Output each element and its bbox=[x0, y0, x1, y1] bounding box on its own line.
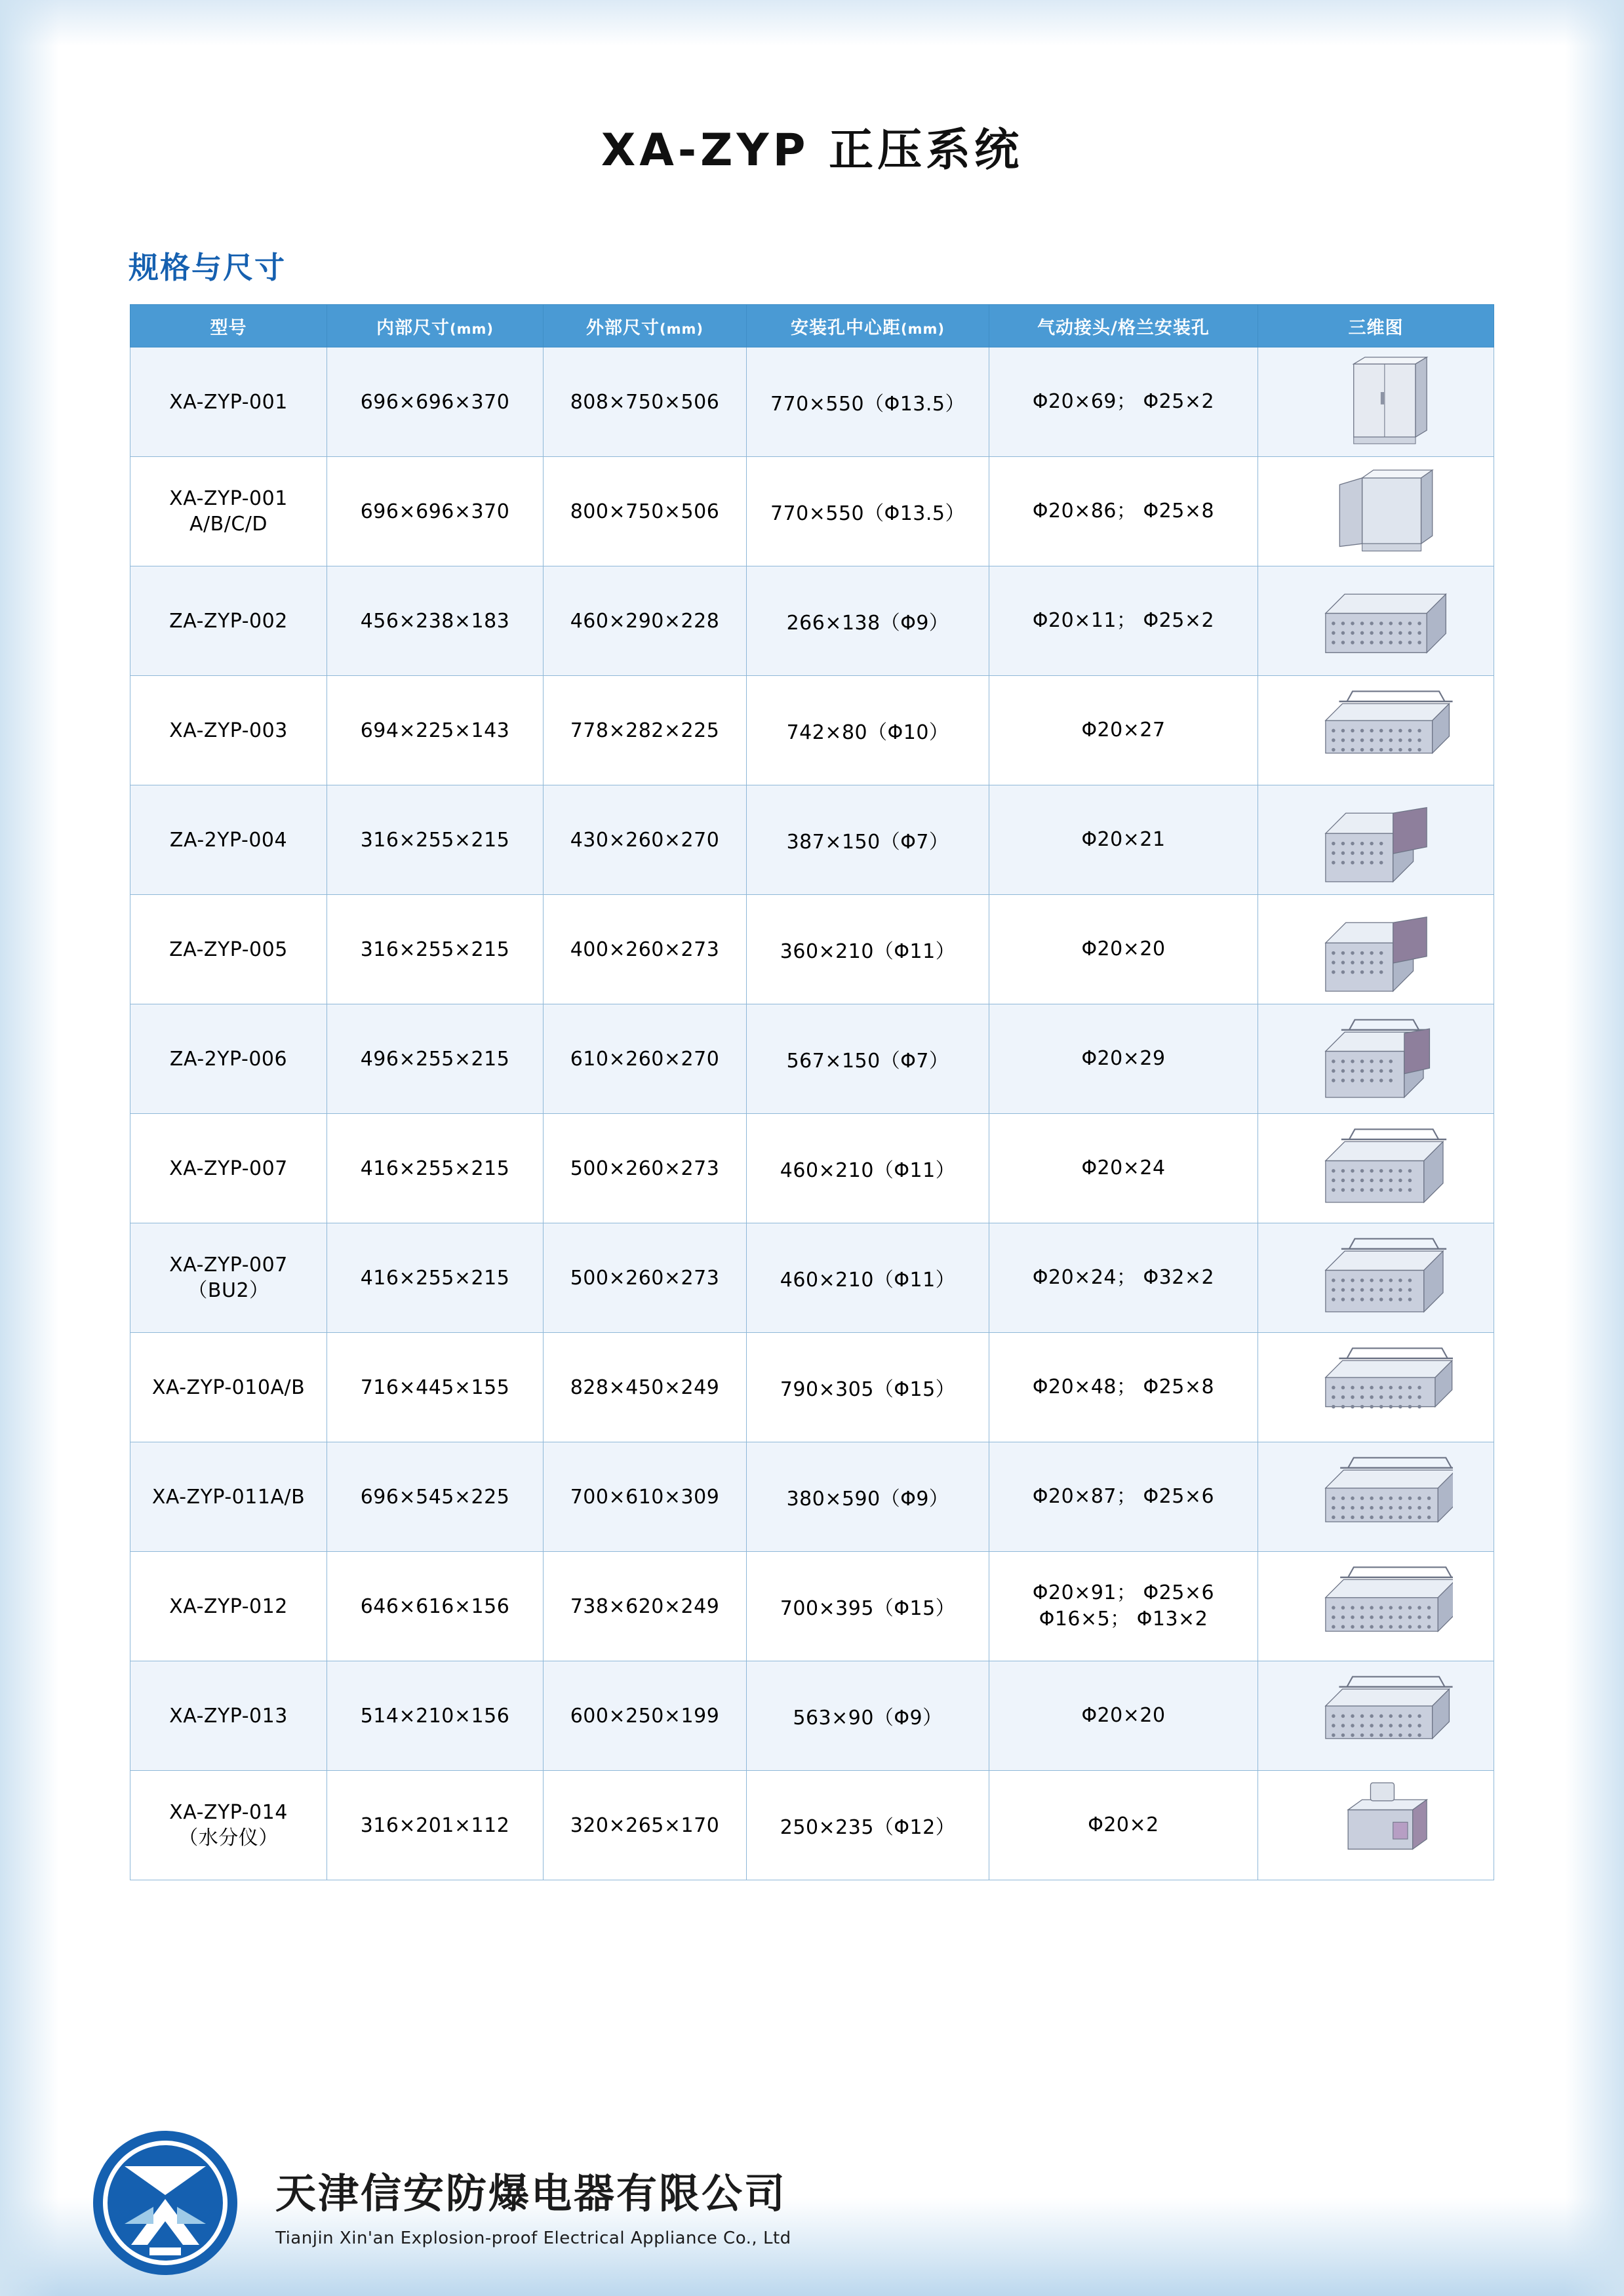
xinan-logo bbox=[85, 2126, 256, 2283]
page-footer bbox=[0, 2099, 1624, 2296]
cell-hole-distance: 742×80（Φ10） bbox=[747, 676, 989, 785]
cell-3d-view bbox=[1258, 1333, 1494, 1442]
cell-inner-size: 696×696×370 bbox=[327, 347, 544, 457]
cell-hole-distance: 387×150（Φ7） bbox=[747, 785, 989, 895]
cell-3d-view bbox=[1258, 1442, 1494, 1552]
cell-model: XA-ZYP-007 （BU2） bbox=[130, 1223, 327, 1333]
cell-inner-size: 456×238×183 bbox=[327, 566, 544, 676]
cell-3d-view bbox=[1258, 1661, 1494, 1771]
cell-pneumatic: Φ20×91； Φ25×6 Φ16×5； Φ13×2 bbox=[989, 1552, 1258, 1661]
cell-outer-size: 700×610×309 bbox=[544, 1442, 747, 1552]
cell-3d-view bbox=[1258, 1771, 1494, 1880]
cell-pneumatic: Φ20×24 bbox=[989, 1114, 1258, 1223]
cell-model: ZA-ZYP-002 bbox=[130, 566, 327, 676]
cell-hole-distance: 250×235（Φ12） bbox=[747, 1771, 989, 1880]
cell-outer-size: 800×750×506 bbox=[544, 457, 747, 566]
table-row bbox=[130, 1771, 1494, 1880]
table-row bbox=[130, 1114, 1494, 1223]
cell-hole-distance: 567×150（Φ7） bbox=[747, 1004, 989, 1114]
cell-hole-distance: 266×138（Φ9） bbox=[747, 566, 989, 676]
cell-outer-size: 778×282×225 bbox=[544, 676, 747, 785]
cell-hole-distance: 770×550（Φ13.5） bbox=[747, 347, 989, 457]
table-row bbox=[130, 895, 1494, 1004]
cell-pneumatic: Φ20×86； Φ25×8 bbox=[989, 457, 1258, 566]
cell-3d-view bbox=[1258, 566, 1494, 676]
cell-inner-size: 316×201×112 bbox=[327, 1771, 544, 1880]
cell-outer-size: 400×260×273 bbox=[544, 895, 747, 1004]
col-header-hole-distance: 安装孔中心距(mm) bbox=[747, 305, 989, 347]
table-row bbox=[130, 1223, 1494, 1333]
cell-hole-distance: 790×305（Φ15） bbox=[747, 1333, 989, 1442]
cell-hole-distance: 770×550（Φ13.5） bbox=[747, 457, 989, 566]
cell-outer-size: 808×750×506 bbox=[544, 347, 747, 457]
cell-outer-size: 610×260×270 bbox=[544, 1004, 747, 1114]
cell-model: ZA-2YP-004 bbox=[130, 785, 327, 895]
table-row bbox=[130, 347, 1494, 457]
table-header-row bbox=[130, 305, 1494, 347]
cell-3d-view bbox=[1258, 1004, 1494, 1114]
box-handle-icon bbox=[1258, 1229, 1494, 1327]
cell-3d-view bbox=[1258, 457, 1494, 566]
cell-hole-distance: 380×590（Φ9） bbox=[747, 1442, 989, 1552]
box-handle-icon bbox=[1258, 1119, 1494, 1217]
cell-pneumatic: Φ20×20 bbox=[989, 895, 1258, 1004]
cell-inner-size: 716×445×155 bbox=[327, 1333, 544, 1442]
cell-3d-view bbox=[1258, 1552, 1494, 1661]
cell-3d-view bbox=[1258, 1114, 1494, 1223]
table-row bbox=[130, 457, 1494, 566]
cell-model: XA-ZYP-003 bbox=[130, 676, 327, 785]
company-name-en: Tianjin Xin'an Explosion-proof Electrical Appliance Co., Ltd bbox=[275, 2228, 791, 2248]
cell-model: XA-ZYP-014 （水分仪） bbox=[130, 1771, 327, 1880]
cell-3d-view bbox=[1258, 347, 1494, 457]
cell-outer-size: 460×290×228 bbox=[544, 566, 747, 676]
cell-outer-size: 500×260×273 bbox=[544, 1223, 747, 1333]
cell-hole-distance: 563×90（Φ9） bbox=[747, 1661, 989, 1771]
cell-outer-size: 320×265×170 bbox=[544, 1771, 747, 1880]
cell-pneumatic: Φ20×27 bbox=[989, 676, 1258, 785]
cell-hole-distance: 460×210（Φ11） bbox=[747, 1114, 989, 1223]
cell-outer-size: 600×250×199 bbox=[544, 1661, 747, 1771]
cell-pneumatic: Φ20×48； Φ25×8 bbox=[989, 1333, 1258, 1442]
cell-inner-size: 696×545×225 bbox=[327, 1442, 544, 1552]
box-long-icon bbox=[1258, 1667, 1494, 1765]
cell-model: XA-ZYP-011A/B bbox=[130, 1442, 327, 1552]
cell-pneumatic: Φ20×2 bbox=[989, 1771, 1258, 1880]
cell-pneumatic: Φ20×24； Φ32×2 bbox=[989, 1223, 1258, 1333]
cell-3d-view bbox=[1258, 785, 1494, 895]
cell-pneumatic: Φ20×87； Φ25×6 bbox=[989, 1442, 1258, 1552]
cell-model: XA-ZYP-007 bbox=[130, 1114, 327, 1223]
cell-3d-view bbox=[1258, 895, 1494, 1004]
box-wide-icon bbox=[1258, 572, 1494, 670]
table-body bbox=[130, 347, 1494, 1880]
box-small-icon bbox=[1258, 791, 1494, 889]
table-row bbox=[130, 1661, 1494, 1771]
cell-inner-size: 416×255×215 bbox=[327, 1114, 544, 1223]
cell-model: XA-ZYP-013 bbox=[130, 1661, 327, 1771]
spec-table bbox=[130, 304, 1494, 1880]
table-row bbox=[130, 1333, 1494, 1442]
cell-outer-size: 828×450×249 bbox=[544, 1333, 747, 1442]
section-title: 规格与尺寸 bbox=[129, 250, 286, 285]
cell-model: XA-ZYP-001 bbox=[130, 347, 327, 457]
cell-pneumatic: Φ20×29 bbox=[989, 1004, 1258, 1114]
cell-outer-size: 500×260×273 bbox=[544, 1114, 747, 1223]
table-row bbox=[130, 566, 1494, 676]
cell-model: ZA-ZYP-005 bbox=[130, 895, 327, 1004]
cell-pneumatic: Φ20×20 bbox=[989, 1661, 1258, 1771]
table-row bbox=[130, 1442, 1494, 1552]
page-title: XA-ZYP 正压系统 bbox=[601, 125, 1023, 176]
cell-pneumatic: Φ20×21 bbox=[989, 785, 1258, 895]
cell-inner-size: 416×255×215 bbox=[327, 1223, 544, 1333]
cell-hole-distance: 360×210（Φ11） bbox=[747, 895, 989, 1004]
col-header-model: 型号 bbox=[130, 305, 327, 347]
table-row bbox=[130, 1552, 1494, 1661]
col-header-3d-view: 三维图 bbox=[1258, 305, 1494, 347]
cell-model: XA-ZYP-001 A/B/C/D bbox=[130, 457, 327, 566]
cabinet-tall-open-icon bbox=[1258, 462, 1494, 561]
cell-outer-size: 430×260×270 bbox=[544, 785, 747, 895]
cell-inner-size: 316×255×215 bbox=[327, 785, 544, 895]
cell-model: ZA-2YP-006 bbox=[130, 1004, 327, 1114]
cell-pneumatic: Φ20×11； Φ25×2 bbox=[989, 566, 1258, 676]
cell-pneumatic: Φ20×69； Φ25×2 bbox=[989, 347, 1258, 457]
cell-hole-distance: 460×210（Φ11） bbox=[747, 1223, 989, 1333]
box-flat-icon bbox=[1258, 1338, 1494, 1436]
col-header-inner-size: 内部尺寸(mm) bbox=[327, 305, 544, 347]
col-header-pneumatic: 气动接头/格兰安装孔 bbox=[989, 305, 1258, 347]
cell-model: XA-ZYP-012 bbox=[130, 1552, 327, 1661]
cell-inner-size: 496×255×215 bbox=[327, 1004, 544, 1114]
box-flat-wide-icon bbox=[1258, 1448, 1494, 1546]
box-medium-icon bbox=[1258, 1010, 1494, 1108]
table-row bbox=[130, 676, 1494, 785]
table-row bbox=[130, 1004, 1494, 1114]
cell-hole-distance: 700×395（Φ15） bbox=[747, 1552, 989, 1661]
analyzer-icon bbox=[1258, 1776, 1494, 1874]
table-row bbox=[130, 785, 1494, 895]
box-flat-wide-icon bbox=[1258, 1557, 1494, 1655]
cell-3d-view bbox=[1258, 676, 1494, 785]
cell-inner-size: 694×225×143 bbox=[327, 676, 544, 785]
company-name-cn: 天津信安防爆电器有限公司 bbox=[275, 2169, 787, 2217]
cell-inner-size: 514×210×156 bbox=[327, 1661, 544, 1771]
box-long-icon bbox=[1258, 681, 1494, 780]
col-header-outer-size: 外部尺寸(mm) bbox=[544, 305, 747, 347]
cell-3d-view bbox=[1258, 1223, 1494, 1333]
cell-inner-size: 696×696×370 bbox=[327, 457, 544, 566]
cell-inner-size: 316×255×215 bbox=[327, 895, 544, 1004]
cell-inner-size: 646×616×156 bbox=[327, 1552, 544, 1661]
box-small-icon bbox=[1258, 900, 1494, 999]
cabinet-tall-icon bbox=[1258, 353, 1494, 451]
cell-model: XA-ZYP-010A/B bbox=[130, 1333, 327, 1442]
cell-outer-size: 738×620×249 bbox=[544, 1552, 747, 1661]
